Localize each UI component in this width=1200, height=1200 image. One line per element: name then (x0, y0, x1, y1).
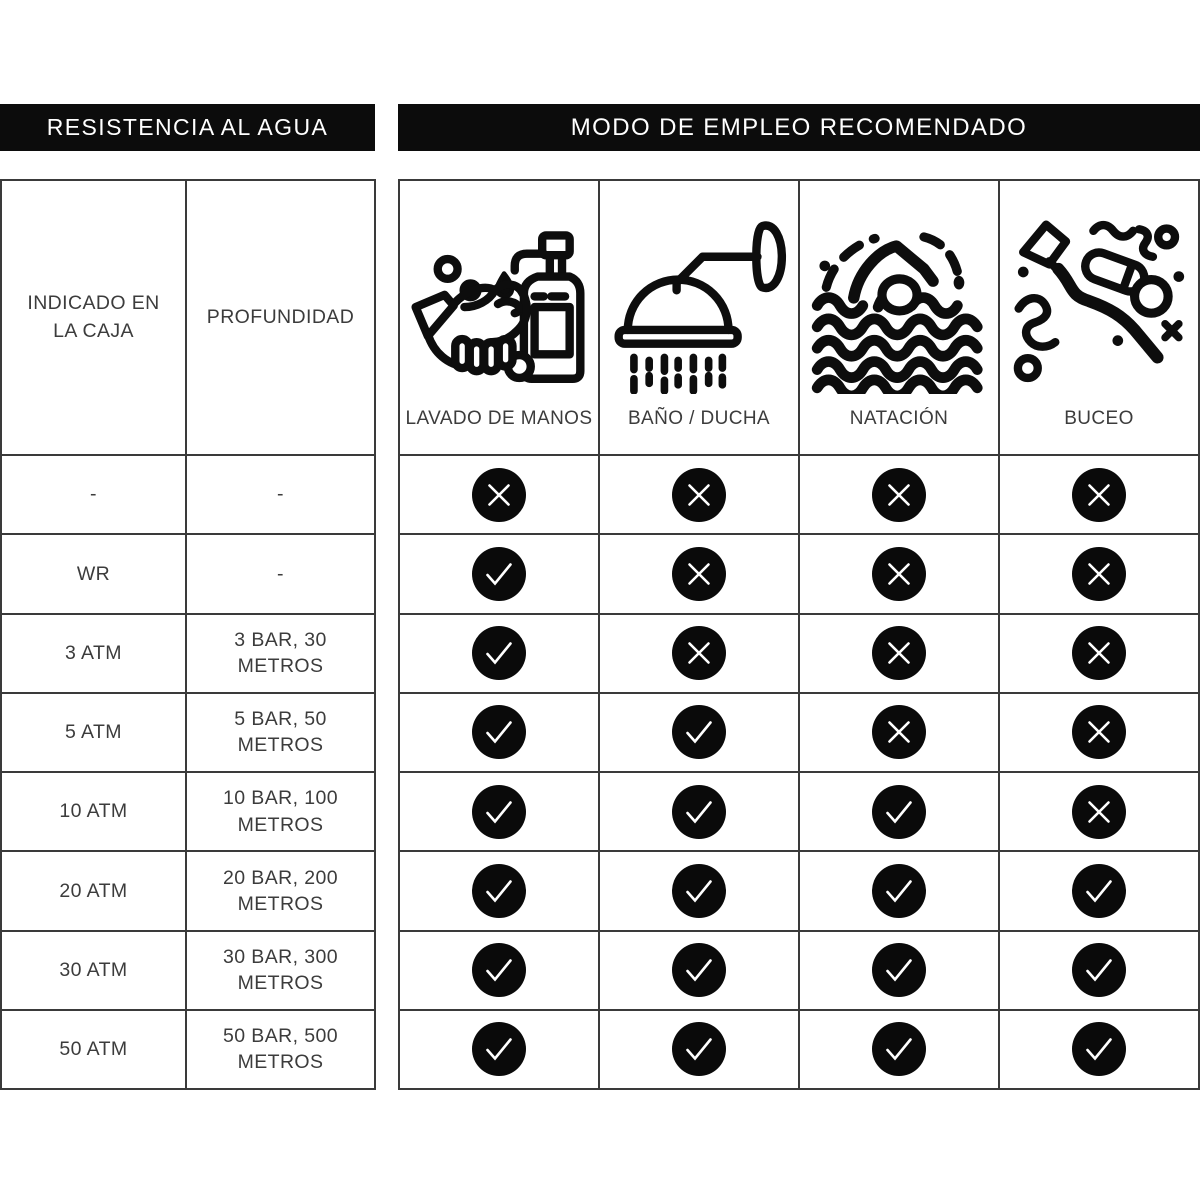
check-icon (671, 704, 727, 760)
rating-cell-profundidad: 30 BAR, 300 METROS (187, 932, 374, 1009)
cross-icon (671, 546, 727, 602)
check-icon (871, 1021, 927, 1077)
check-mark-cell (600, 694, 798, 771)
cross-mark-cell (1000, 694, 1198, 771)
column-header-natacion (800, 181, 998, 454)
activity-label: LAVADO DE MANOS (405, 408, 593, 429)
check-icon (471, 704, 527, 760)
activity-label: BAÑO / DUCHA (627, 408, 771, 429)
cross-mark-cell (800, 456, 998, 533)
rating-cell-profundidad: 10 BAR, 100 METROS (187, 773, 374, 850)
cross-mark-cell (1000, 535, 1198, 612)
rating-cell-caja: 10 ATM (2, 773, 185, 850)
check-mark-cell (400, 615, 598, 692)
right-header-title: MODO DE EMPLEO RECOMENDADO (570, 113, 1028, 141)
rating-cell-profundidad: 50 BAR, 500 METROS (187, 1011, 374, 1088)
cross-mark-cell (1000, 615, 1198, 692)
check-icon (871, 863, 927, 919)
check-icon (1071, 942, 1127, 998)
column-header-bano-ducha (600, 181, 798, 454)
cross-icon (871, 546, 927, 602)
check-icon (471, 1021, 527, 1077)
cross-icon (671, 467, 727, 523)
cross-mark-cell (600, 456, 798, 533)
check-mark-cell (600, 773, 798, 850)
check-mark-cell (600, 852, 798, 929)
rating-table (0, 179, 376, 1090)
check-icon (471, 546, 527, 602)
check-icon (671, 863, 727, 919)
check-icon (671, 942, 727, 998)
column-header-indicado-en-la-caja: INDICADO EN LA CAJA (2, 181, 185, 454)
check-mark-cell (800, 1011, 998, 1088)
check-icon (1071, 863, 1127, 919)
left-header-bar (0, 104, 375, 151)
rating-cell-profundidad: 5 BAR, 50 METROS (187, 694, 374, 771)
cross-mark-cell (400, 456, 598, 533)
rating-cell-caja: 20 ATM (2, 852, 185, 929)
check-mark-cell (400, 852, 598, 929)
check-mark-cell (400, 535, 598, 612)
cross-icon (1071, 467, 1127, 523)
cross-icon (871, 467, 927, 523)
check-icon (671, 1021, 727, 1077)
check-icon (1071, 1021, 1127, 1077)
cross-icon (1071, 625, 1127, 681)
check-icon (671, 784, 727, 840)
rating-cell-caja: - (2, 456, 185, 533)
cross-mark-cell (1000, 773, 1198, 850)
column-header-lavado-de-manos (400, 181, 598, 454)
check-mark-cell (800, 852, 998, 929)
check-icon (471, 942, 527, 998)
scuba-diving-icon (1008, 211, 1191, 394)
check-mark-cell (1000, 932, 1198, 1009)
usage-matrix-table (398, 179, 1200, 1090)
check-icon (471, 784, 527, 840)
rating-cell-caja: 3 ATM (2, 615, 185, 692)
rating-cell-caja: 30 ATM (2, 932, 185, 1009)
check-mark-cell (400, 1011, 598, 1088)
check-mark-cell (1000, 852, 1198, 929)
column-header-profundidad: PROFUNDIDAD (187, 181, 374, 454)
rating-cell-profundidad: 3 BAR, 30 METROS (187, 615, 374, 692)
check-icon (871, 942, 927, 998)
check-icon (471, 863, 527, 919)
check-mark-cell (800, 932, 998, 1009)
right-header-bar (398, 104, 1200, 151)
rating-cell-profundidad: - (187, 456, 374, 533)
check-mark-cell (400, 932, 598, 1009)
cross-icon (471, 467, 527, 523)
cross-mark-cell (800, 535, 998, 612)
check-mark-cell (600, 1011, 798, 1088)
rating-cell-caja: 50 ATM (2, 1011, 185, 1088)
check-mark-cell (400, 694, 598, 771)
swimming-icon (808, 211, 991, 394)
cross-icon (1071, 546, 1127, 602)
left-header-title: RESISTENCIA AL AGUA (46, 114, 329, 140)
cross-icon (1071, 784, 1127, 840)
cross-mark-cell (800, 615, 998, 692)
rating-cell-profundidad: 20 BAR, 200 METROS (187, 852, 374, 929)
cross-mark-cell (1000, 456, 1198, 533)
cross-mark-cell (600, 535, 798, 612)
rating-cell-caja: WR (2, 535, 185, 612)
rating-cell-caja: 5 ATM (2, 694, 185, 771)
cross-icon (871, 704, 927, 760)
check-mark-cell (1000, 1011, 1198, 1088)
cross-mark-cell (600, 615, 798, 692)
shower-icon (608, 211, 791, 394)
rating-cell-profundidad: - (187, 535, 374, 612)
activity-label: BUCEO (1064, 408, 1134, 429)
cross-mark-cell (800, 694, 998, 771)
activity-label: NATACIÓN (849, 408, 949, 429)
cross-icon (871, 625, 927, 681)
check-mark-cell (800, 773, 998, 850)
check-mark-cell (600, 932, 798, 1009)
handwash-icon (408, 211, 591, 394)
cross-icon (1071, 704, 1127, 760)
check-icon (871, 784, 927, 840)
check-mark-cell (400, 773, 598, 850)
column-header-buceo (1000, 181, 1198, 454)
check-icon (471, 625, 527, 681)
cross-icon (671, 625, 727, 681)
